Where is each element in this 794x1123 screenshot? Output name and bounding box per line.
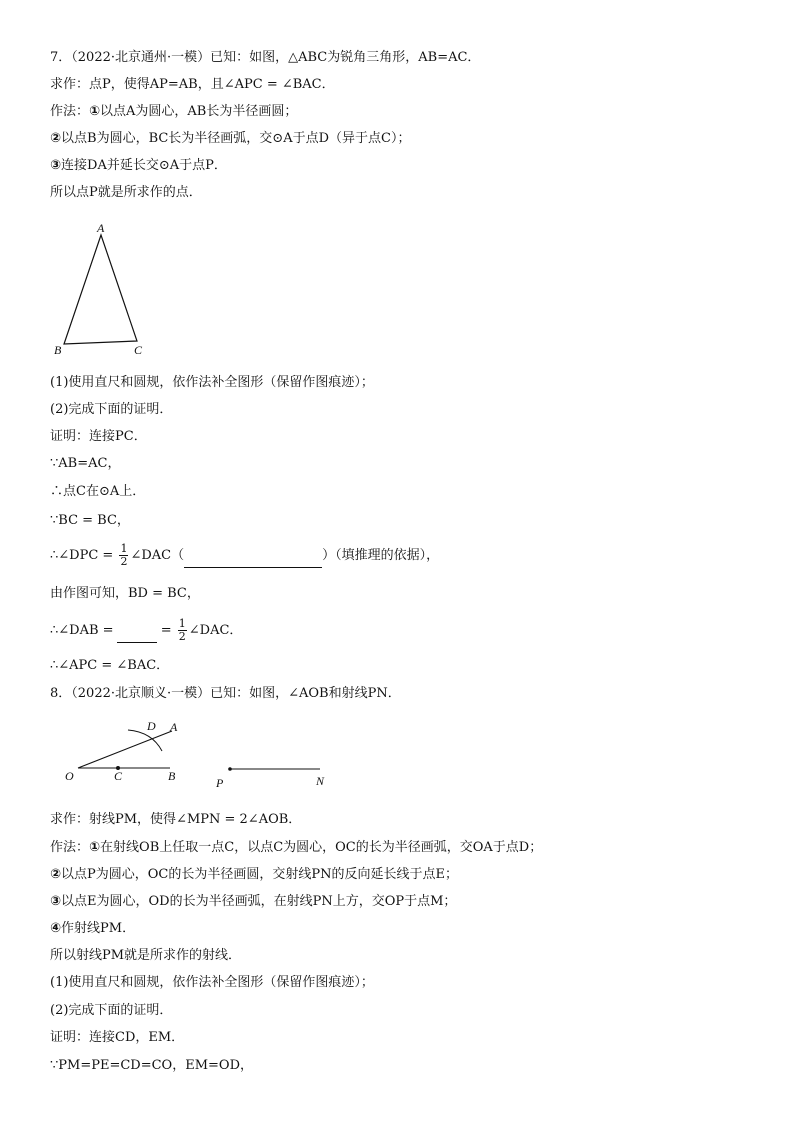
- q8-step-4-text: 作射线PM．: [61, 921, 136, 936]
- fraction-one-half: [178, 618, 187, 643]
- q8-part-2: (2)完成下面的证明．: [50, 1003, 173, 1018]
- q7-proof-5-rhs: ∠DAC（: [130, 548, 185, 563]
- label-c: C: [134, 343, 143, 357]
- fraction-numerator: 1: [178, 617, 186, 630]
- q7-task: 求作：点P，使得AP=AB，且∠APC = ∠BAC．: [50, 77, 335, 92]
- fraction-one-half: [119, 543, 128, 568]
- q8-step-1-number: ①: [89, 840, 101, 855]
- q8-proof-1: 证明：连接CD，EM．: [50, 1030, 185, 1045]
- q8-step-1-text: 在射线OB上任取一点C，以点C为圆心，OC的长为半径画弧，交OA于点D；: [100, 840, 543, 855]
- q7-step-3: [50, 158, 227, 174]
- label-b: B: [54, 343, 62, 357]
- answer-blank-reason[interactable]: [184, 555, 322, 568]
- q8-conclusion: 所以射线PM就是所求作的射线．: [50, 948, 242, 963]
- fraction-denominator: 2: [120, 555, 128, 568]
- point-p: [228, 767, 232, 771]
- label-b: B: [168, 769, 176, 783]
- q7-step-1-text: 以点A为圆心，AB长为半径画圆；: [100, 104, 298, 119]
- q7-proof-7-eq: =: [160, 623, 172, 638]
- q7-statement: 7．（2022·北京通州·一模）已知：如图，△ABC为锐角三角形，AB=AC．: [50, 50, 481, 65]
- q8-step-4-number: ④: [50, 921, 62, 936]
- q7-step-3-text: 连接DA并延长交⊙A于点P．: [61, 158, 227, 173]
- q7-step-2-number: ②: [50, 131, 62, 146]
- q7-proof-1: 证明：连接PC．: [50, 429, 147, 444]
- q7-proof-7-rhs: ∠DAC．: [188, 623, 243, 638]
- q7-proof-5-lhs: ∴∠DPC =: [50, 548, 114, 563]
- q7-part-1: (1)使用直尺和圆规，依作法补全图形（保留作图痕迹）；: [50, 375, 374, 390]
- q8-step-3-text: 以点E为圆心，OD的长为半径画弧，在射线PN上方，交OP于点M；: [61, 894, 457, 909]
- q8-part-1: (1)使用直尺和圆规，依作法补全图形（保留作图痕迹）；: [50, 975, 374, 990]
- q7-proof-2: ∵AB=AC，: [50, 456, 121, 471]
- q7-conclusion: 所以点P就是所求作的点．: [50, 185, 202, 200]
- q8-step-3-number: ③: [50, 894, 62, 909]
- q7-step-2: [50, 131, 410, 147]
- label-n: N: [316, 774, 325, 788]
- label-a: A: [170, 720, 178, 734]
- q7-proof-6: 由作图可知，BD = BC，: [50, 586, 200, 601]
- q8-step-3: [50, 894, 456, 910]
- q7-proof-8: ∴∠APC = ∠BAC．: [50, 658, 170, 673]
- q7-part-2: (2)完成下面的证明．: [50, 402, 173, 417]
- q8-angle-figure: [50, 710, 350, 795]
- q8-step-prefix: 作法：: [50, 840, 90, 855]
- fraction-numerator: 1: [120, 542, 128, 555]
- label-a: A: [97, 221, 105, 235]
- q7-step-3-number: ③: [50, 158, 62, 173]
- ray-oa: [78, 731, 172, 768]
- q8-step-2: [50, 867, 458, 883]
- label-d: D: [147, 719, 156, 733]
- label-p: P: [216, 776, 224, 790]
- q7-step-prefix: 作法：: [50, 104, 90, 119]
- q7-proof-4: ∵BC = BC，: [50, 513, 130, 528]
- q7-triangle-figure: [50, 220, 160, 360]
- q7-step-2-text: 以点B为圆心，BC长为半径画弧，交⊙A于点D（异于点C）；: [61, 131, 411, 146]
- label-o: O: [65, 769, 74, 783]
- arc-through-d: [128, 730, 162, 751]
- q8-task: 求作：射线PM，使得∠MPN = 2∠AOB．: [50, 812, 302, 827]
- q7-proof-5-tail: ）（填推理的依据），: [322, 548, 440, 563]
- q8-statement: 8．（2022·北京顺义·一模）已知：如图，∠AOB和射线PN．: [50, 686, 401, 701]
- q8-step-2-number: ②: [50, 867, 62, 882]
- triangle-abc: [64, 235, 137, 344]
- q7-proof-7-lhs: ∴∠DAB =: [50, 623, 114, 638]
- q7-step-1-number: ①: [89, 104, 101, 119]
- q7-step-1: [50, 104, 297, 120]
- fraction-denominator: 2: [178, 630, 186, 643]
- q8-step-4: [50, 921, 135, 937]
- answer-blank-angle[interactable]: [117, 630, 157, 643]
- q7-proof-5: [50, 543, 439, 568]
- q8-proof-2: ∵PM=PE=CD=CO，EM=OD，: [50, 1058, 253, 1073]
- q7-proof-7: [50, 618, 242, 643]
- label-c: C: [114, 769, 123, 783]
- q7-proof-3: ∴点C在⊙A上．: [50, 484, 146, 499]
- q8-step-2-text: 以点P为圆心，OC的长为半径画圆，交射线PN的反向延长线于点E；: [61, 867, 458, 882]
- q8-step-1: [50, 840, 542, 856]
